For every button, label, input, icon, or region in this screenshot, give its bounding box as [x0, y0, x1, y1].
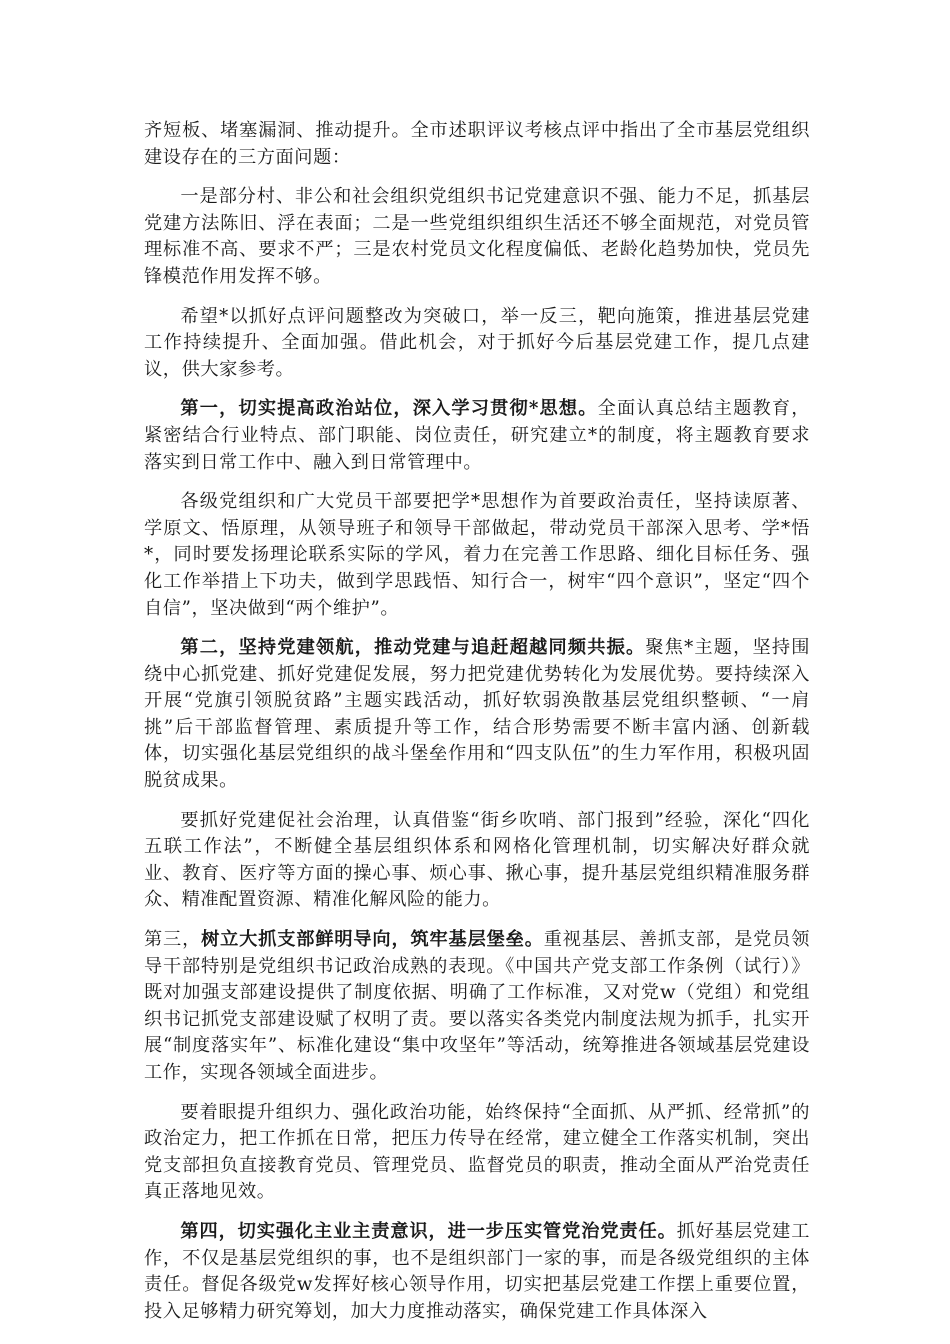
paragraph-point-four — [144, 1219, 810, 1325]
paragraph-text: 全面认真总结主题教育，紧密结合行业特点、部门职能、岗位责任，研究建立*的制度，将主题教育要求落实到日常工作中、融入到日常管理中。 — [144, 398, 810, 473]
document-body — [144, 118, 810, 1338]
paragraph-study — [144, 489, 810, 622]
paragraph-text: 抓好基层党建工作，不仅是基层党组织的事，也不是组织部门一家的事，而是各级党组织的主体责任。督促各级党w发挥好核心领导作用，切实把基层党建工作摆上重要位置，投入足够精力研究筹划，加大力度推动落实，确保党建工作具体深入 — [144, 1220, 811, 1322]
paragraph-point-three — [144, 927, 810, 1087]
paragraph-hope — [144, 304, 810, 384]
paragraph-heading: 第四，切实强化主业主责意识，进一步压实管党治党责任。 — [180, 1220, 677, 1242]
paragraph-text: 聚焦*主题，坚持围绕中心抓党建、抓好党建促发展，努力把党建优势转化为发展优势。要持续深入开展“党旗引领脱贫路”主题实践活动，抓好软弱涣散基层党组织整顿、“一肩挑”后干部监督管理、素质提升等工作，结合形势需要不断丰富内涵、创新载体，切实强化基层党组织的战斗堡垒作用和“四支队伍”的生力军作用，积极巩固脱贫成果。 — [144, 637, 810, 792]
paragraph-heading: 第二，坚持党建领航，推动党建与追赶超越同频共振。 — [180, 637, 646, 659]
paragraph-point-one — [144, 396, 810, 476]
paragraph-governance — [144, 808, 810, 914]
paragraph-text: 各级党组织和广大党员干部要把学*思想作为首要政治责任，坚持读原著、学原文、悟原理，从领导班子和领导干部做起，带动党员干部深入思考、学*悟*，同时要发扬理论联系实际的学风，着力在完善工作思路、细化目标任务、强化工作举措上下功夫，做到学思践悟、知行合一，树牢“四个意识”，坚定“四个自信”，坚决做到“两个维护”。 — [144, 491, 810, 619]
paragraph-intro — [144, 118, 810, 171]
paragraph-heading: 第一，切实提高政治站位，深入学习贯彻*思想。 — [180, 398, 598, 420]
paragraph-text: 重视基层、善抓支部，是党员领导干部特别是党组织书记政治成熟的表现。《中国共产党支部工作条例（试行）》既对加强支部建设提供了制度依据、明确了工作标准，又对党w（党组）和党组织书记抓党支部建设赋了权明了责。要以落实各类党内制度法规为抓手，扎实开展“制度落实年”、标准化建设“集中攻坚年”等活动，统筹推进各领域基层党建设工作，实现各领域全面进步。 — [144, 929, 810, 1083]
paragraph-heading-prefix: 第三， — [144, 929, 202, 951]
paragraph-text: 一是部分村、非公和社会组织党组织书记党建意识不强、能力不足，抓基层党建方法陈旧、浮在表面；二是一些党组织组织生活还不够全面规范，对党员管理标准不高、要求不严；三是农村党员文化程度偏低、老龄化趋势加快，党员先锋模范作用发挥不够。 — [144, 186, 810, 287]
paragraph-text: 希望*以抓好点评问题整改为突破口，举一反三，靶向施策，推进基层党建工作持续提升、全面加强。借此机会，对于抓好今后基层党建工作，提几点建议，供大家参考。 — [144, 305, 810, 380]
paragraph-heading: 树立大抓支部鲜明导向，筑牢基层堡垒。 — [201, 929, 544, 951]
paragraph-text: 齐短板、堵塞漏洞、推动提升。全市述职评议考核点评中指出了全市基层党组织建设存在的三方面问题： — [144, 120, 810, 168]
paragraph-point-two — [144, 635, 810, 795]
paragraph-problems — [144, 184, 810, 290]
paragraph-text: 要着眼提升组织力、强化政治功能，始终保持“全面抓、从严抓、经常抓”的政治定力，把工作抓在日常，把压力传导在经常，建立健全工作落实机制，突出党支部担负直接教育党员、管理党员、监督党员的职责，推动全面从严治党责任真正落地见效。 — [144, 1101, 810, 1203]
paragraph-organization — [144, 1100, 810, 1206]
paragraph-text: 要抓好党建促社会治理，认真借鉴“街乡吹哨、部门报到”经验，深化“四化五联工作法”，不断健全基层组织体系和网格化管理机制，切实解决好群众就业、教育、医疗等方面的操心事、烦心事、揪心事，提升基层党组织精准服务群众、精准配置资源、精准化解风险的能力。 — [144, 809, 810, 911]
